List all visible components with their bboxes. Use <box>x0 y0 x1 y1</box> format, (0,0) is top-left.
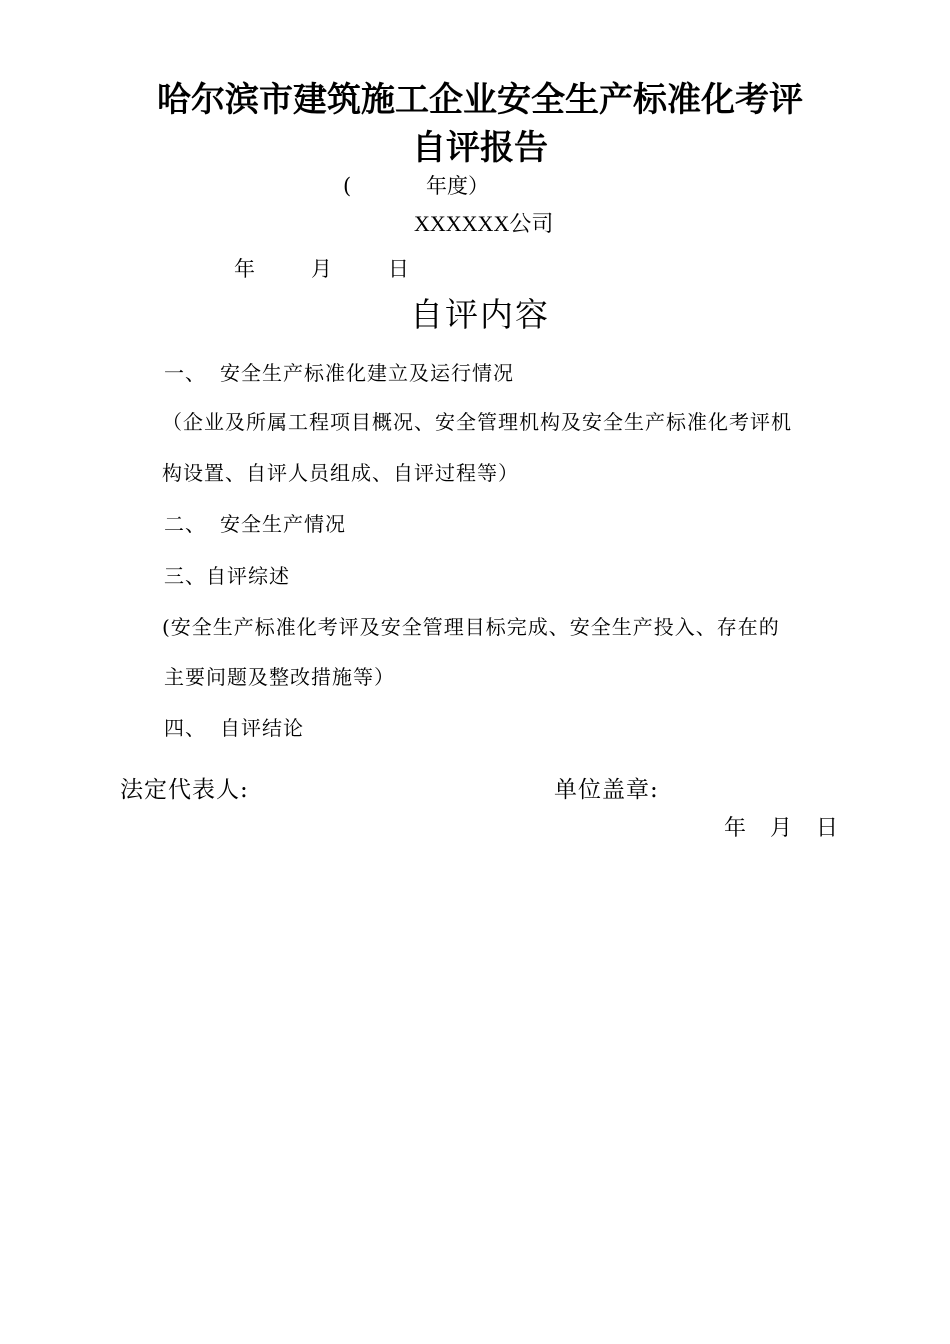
content-heading: 自评内容 <box>410 295 550 334</box>
section-note-line: 主要问题及整改措施等） <box>164 665 395 689</box>
title-line-1: 哈尔滨市建筑施工企业安全生产标准化考评 <box>157 80 803 120</box>
section-title: 自评结论 <box>220 716 304 740</box>
section-note-line: (安全生产标准化考评及安全管理目标完成、安全生产投入、存在的 <box>162 615 780 639</box>
section-heading: 三、自评综述 <box>164 564 290 588</box>
title-line-2: 自评报告 <box>412 128 548 168</box>
section-number: 四、 <box>164 716 206 740</box>
section-number: 二、 <box>164 512 206 536</box>
signature-date-month: 月 <box>770 816 793 841</box>
date-year: 年 <box>234 257 255 281</box>
section-title: 安全生产标准化建立及运行情况 <box>220 361 514 385</box>
year-label: 年度） <box>426 174 489 198</box>
date-month: 月 <box>311 257 332 281</box>
signature-date-day: 日 <box>816 816 839 841</box>
unit-seal-label: 单位盖章: <box>554 777 659 803</box>
year-open-paren: ( <box>343 174 352 198</box>
section-note-line: （企业及所属工程项目概况、安全管理机构及安全生产标准化考评机 <box>162 410 792 434</box>
section-note-line: 构设置、自评人员组成、自评过程等） <box>162 461 519 485</box>
legal-representative-label: 法定代表人: <box>120 777 249 803</box>
section-title: 安全生产情况 <box>220 512 346 536</box>
signature-date-year: 年 <box>724 816 747 841</box>
date-day: 日 <box>388 257 409 281</box>
company-name: XXXXXX公司 <box>414 211 554 236</box>
section-number: 一、 <box>164 361 206 385</box>
